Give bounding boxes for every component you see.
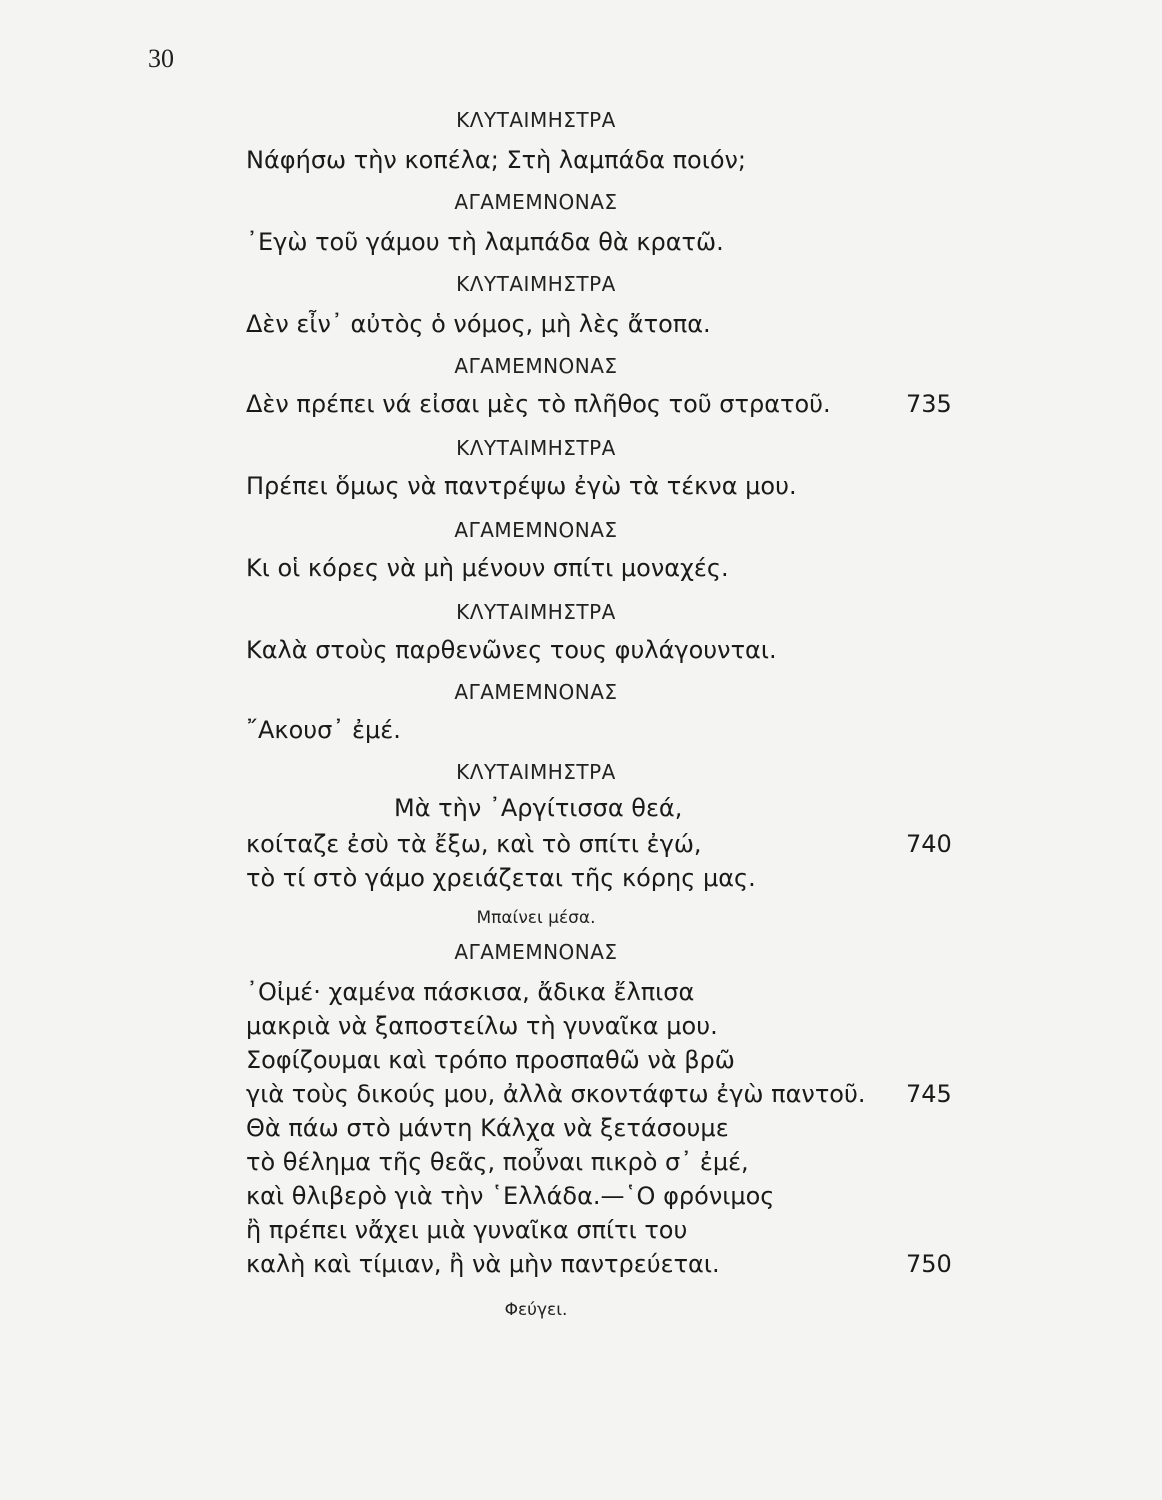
verse-line: Δὲν εἶν᾿ αὐτὸς ὁ νόμος, μὴ λὲς ἄτοπα.: [246, 310, 711, 338]
speaker-heading: ΚΛΥΤΑΙΜΗΣΤΡΑ: [456, 436, 616, 460]
verse-line: τὸ θέλημα τῆς θεᾶς, ποὖναι πικρὸ σ᾿ ἐμέ,: [246, 1148, 749, 1176]
speaker-heading: ΑΓΑΜΕΜΝΟΝΑΣ: [454, 518, 618, 542]
verse-line: Κι οἱ κόρες νὰ μὴ μένουν σπίτι μοναχές.: [246, 554, 729, 582]
speaker-heading: ΑΓΑΜΕΜΝΟΝΑΣ: [454, 354, 618, 378]
speaker-heading: ΚΛΥΤΑΙΜΗΣΤΡΑ: [456, 600, 616, 624]
verse-line: τὸ τί στὸ γάμο χρειάζεται τῆς κόρης μας.: [246, 864, 756, 892]
speaker-heading: ΑΓΑΜΕΜΝΟΝΑΣ: [454, 940, 618, 964]
verse-line: Καλὰ στοὺς παρθενῶνες τους φυλάγουνται.: [246, 636, 777, 664]
verse-line: ᾿Εγὼ τοῦ γάμου τὴ λαμπάδα θὰ κρατῶ.: [246, 228, 724, 256]
line-number: 740: [906, 830, 952, 858]
stage-direction: Μπαίνει μέσα.: [476, 908, 596, 928]
verse-line: Δὲν πρέπει νά εἰσαι μὲς τὸ πλῆθος τοῦ στρατοῦ.: [246, 390, 831, 418]
verse-line: Πρέπει ὅμως νὰ παντρέψω ἐγὼ τὰ τέκνα μου.: [246, 472, 797, 500]
verse-line: ἢ πρέπει νἄχει μιὰ γυναῖκα σπίτι του: [246, 1216, 688, 1244]
verse-line: Θὰ πάω στὸ μάντη Κάλχα νὰ ξετάσουμε: [246, 1114, 729, 1142]
speaker-heading: ΚΛΥΤΑΙΜΗΣΤΡΑ: [456, 108, 616, 132]
verse-line: Σοφίζουμαι καὶ τρόπο προσπαθῶ νὰ βρῶ: [246, 1046, 735, 1074]
stage-direction: Φεύγει.: [504, 1300, 568, 1320]
speaker-heading: ΚΛΥΤΑΙΜΗΣΤΡΑ: [456, 272, 616, 296]
line-number: 750: [906, 1250, 952, 1278]
speaker-heading: ΑΓΑΜΕΜΝΟΝΑΣ: [454, 190, 618, 214]
verse-line: γιὰ τοὺς δικούς μου, ἀλλὰ σκοντάφτω ἐγὼ παντοῦ.: [246, 1080, 866, 1108]
speaker-heading: ΚΛΥΤΑΙΜΗΣΤΡΑ: [456, 760, 616, 784]
line-number: 745: [906, 1080, 952, 1108]
verse-line: μακριὰ νὰ ξαποστείλω τὴ γυναῖκα μου.: [246, 1012, 718, 1040]
verse-line: κοίταζε ἐσὺ τὰ ἔξω, καὶ τὸ σπίτι ἐγώ,: [246, 830, 702, 858]
verse-line: ῎Ακουσ᾿ ἐμέ.: [246, 716, 401, 744]
verse-line: Νάφήσω τὴν κοπέλα; Στὴ λαμπάδα ποιόν;: [246, 146, 747, 174]
line-number: 735: [906, 390, 952, 418]
page-number: 30: [148, 44, 174, 73]
verse-line: Μὰ τὴν ᾿Αργίτισσα θεά,: [394, 794, 683, 822]
verse-line: καὶ θλιβερὸ γιὰ τὴν ῾Ελλάδα.—῾Ο φρόνιμος: [246, 1182, 775, 1210]
speaker-heading: ΑΓΑΜΕΜΝΟΝΑΣ: [454, 680, 618, 704]
verse-line: ᾿Οἰμέ· χαμένα πάσκισα, ἄδικα ἔλπισα: [246, 978, 695, 1006]
verse-line: καλὴ καὶ τίμιαν, ἢ νὰ μὴν παντρεύεται.: [246, 1250, 720, 1278]
